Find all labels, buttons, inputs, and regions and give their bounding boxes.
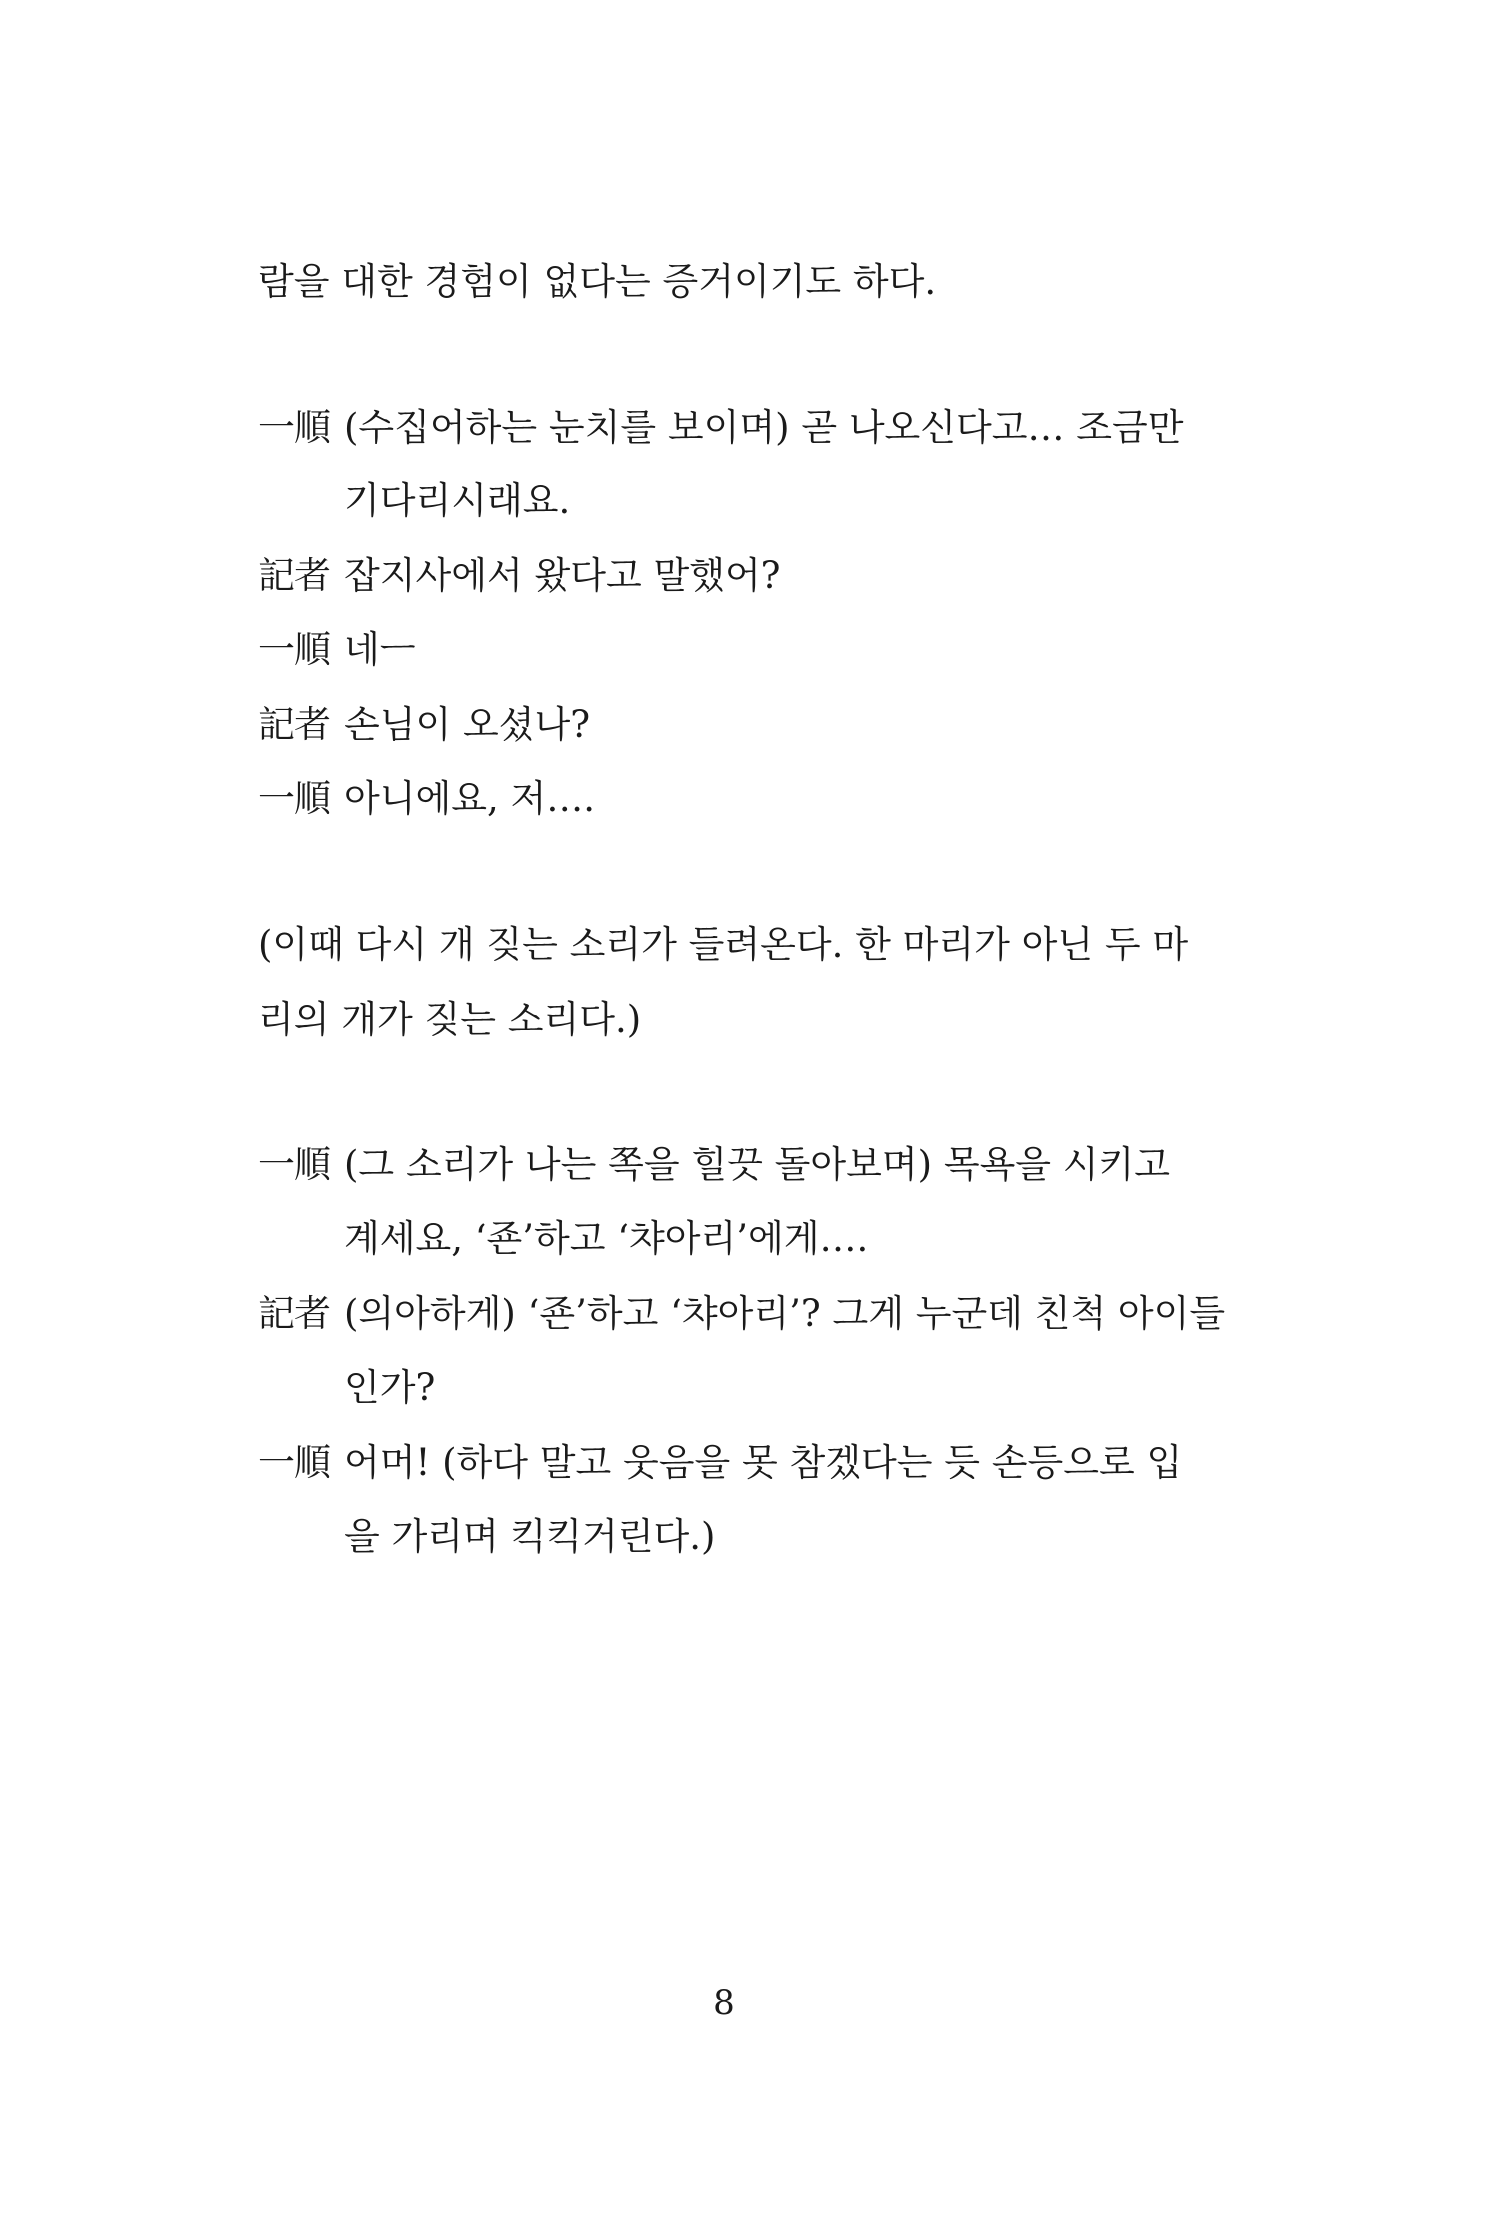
dialogue-line: 아니에요, 저…. — [344, 777, 595, 820]
speaker-label: 記者 — [258, 1292, 330, 1335]
speaker-label: 一順 — [258, 628, 330, 671]
speaker-label: 一順 — [258, 1441, 330, 1484]
stage-direction-line: (이때 다시 개 짖는 소리가 들려온다. 한 마리가 아닌 두 마 — [258, 923, 1189, 966]
dialogue-line: (수집어하는 눈치를 보이며) 곧 나오신다고… 조금만 — [344, 406, 1184, 449]
dialogue-line: (의아하게) ‘죤’하고 ‘챠아리’? 그게 누군데 친척 아이들 — [344, 1292, 1226, 1335]
speaker-label: 記者 — [258, 554, 330, 597]
dialogue-line-continued: 기다리시래요. — [344, 479, 571, 522]
stage-direction-line: 리의 개가 짖는 소리다.) — [258, 998, 642, 1041]
dialogue-line-continued: 을 가리며 킥킥거린다.) — [344, 1515, 716, 1558]
dialogue-line: 잡지사에서 왔다고 말했어? — [344, 554, 781, 597]
speaker-label: 一順 — [258, 1143, 330, 1186]
page-number: 8 — [713, 1983, 735, 2023]
speaker-label: 一順 — [258, 777, 330, 820]
speaker-label: 記者 — [258, 703, 330, 746]
intro-line: 람을 대한 경험이 없다는 증거이기도 하다. — [258, 260, 937, 303]
dialogue-line: 손님이 오셨나? — [344, 703, 591, 746]
dialogue-line: 네ㅡ — [344, 628, 416, 671]
dialogue-line: 어머! (하다 말고 웃음을 못 참겠다는 듯 손등으로 입 — [344, 1441, 1183, 1484]
dialogue-line: (그 소리가 나는 쪽을 힐끗 돌아보며) 목욕을 시키고 — [344, 1143, 1171, 1186]
dialogue-line-continued: 계세요, ‘죤’하고 ‘챠아리’에게…. — [344, 1217, 869, 1260]
dialogue-line-continued: 인가? — [344, 1366, 436, 1409]
speaker-label: 一順 — [258, 406, 330, 449]
